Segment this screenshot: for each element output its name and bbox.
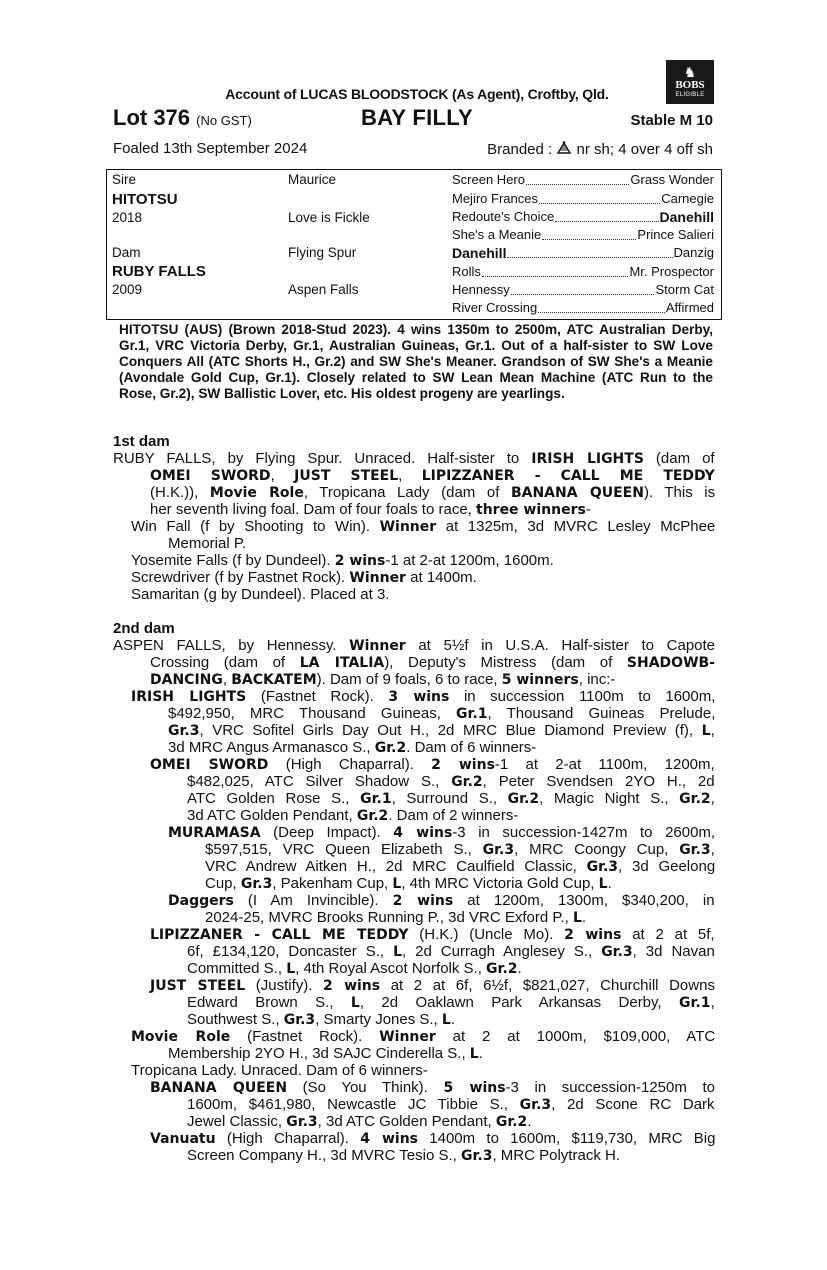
line-text: ASPEN FALLS, by Hennessy. <box>113 637 350 654</box>
bold-text: L <box>441 1012 451 1028</box>
line-text: at 1400m. <box>405 569 477 586</box>
line-text: Southwest S., <box>187 1011 284 1028</box>
catalogue-line <box>187 1096 715 1114</box>
bold-text: L <box>469 1046 479 1062</box>
catalogue-line <box>150 671 615 689</box>
line-text: (H.K.)), <box>150 484 210 501</box>
catalogue-line <box>187 960 522 978</box>
ancestor-sire: Danzig <box>673 245 714 260</box>
bold-text: Movie Role <box>209 485 304 501</box>
line-text: . Dam of 2 winners- <box>388 807 519 824</box>
line-text: at 2 at 5f, <box>621 926 715 943</box>
line-text: at 2 at 6f, 6½f, $821,027, Churchill Downs <box>380 977 715 994</box>
bobs-eligible-logo <box>666 60 714 104</box>
bold-text: LIPIZZANER - CALL ME TEDDY <box>150 927 409 943</box>
bold-text: LIPIZZANER - CALL ME TEDDY <box>421 468 715 484</box>
catalogue-line <box>187 1011 455 1029</box>
dam-year: 2009 <box>112 282 143 297</box>
bold-text: Gr.2 <box>486 961 518 977</box>
line-text: , <box>222 671 232 688</box>
gst-note: (No GST) <box>196 113 252 128</box>
line-text: , Surround S., <box>391 790 508 807</box>
bold-text: BACKATEM <box>231 672 317 688</box>
catalogue-line <box>150 1130 715 1148</box>
line-text: , 3d Navan <box>632 943 715 960</box>
line-text: ). Dam of 9 foals, 6 to race, <box>316 671 502 688</box>
line-text: Jewel Classic, <box>187 1113 287 1130</box>
ancestor-sire: Storm Cat <box>655 282 714 297</box>
line-text: ), Deputy's Mistress (dam of <box>384 654 627 671</box>
line-text: . <box>527 1113 532 1130</box>
catalogue-line <box>205 875 612 893</box>
line-text: (High Chaparral). <box>215 1130 361 1147</box>
catalogue-line <box>187 807 518 825</box>
ancestor-name: Redoute's Choice <box>452 209 555 224</box>
foaled-date: Foaled 13th September 2024 <box>113 140 308 157</box>
logo-text-bottom: ELIGIBLE <box>675 92 705 98</box>
bold-text: LA ITALIA <box>299 655 385 671</box>
line-text: , <box>710 722 715 739</box>
ancestor-name: Screen Hero <box>452 172 525 187</box>
sire-year: 2018 <box>112 210 143 225</box>
catalogue-line <box>150 977 715 995</box>
ancestor-name: Rolls <box>452 264 481 279</box>
bold-text: JUST STEEL <box>150 978 246 994</box>
line-text: her seventh living foal. Dam of four foals to race, <box>150 501 476 518</box>
line-text: , <box>710 790 715 807</box>
line-text: 6f, £134,120, Doncaster S., <box>187 943 394 960</box>
catalogue-line <box>150 467 715 485</box>
first-dam-heading: 1st dam <box>113 433 170 450</box>
bold-text: Winner <box>379 519 437 535</box>
line-text: Cup, <box>205 875 241 892</box>
bold-text: Movie Role <box>131 1029 231 1045</box>
stable-number: Stable M 10 <box>630 112 713 129</box>
brand-mark-icon <box>556 140 572 156</box>
catalogue-line <box>168 1045 483 1063</box>
line-text: . <box>450 1011 455 1028</box>
ancestor-name: Danehill <box>452 245 507 261</box>
bold-text: OMEI SWORD <box>150 757 269 773</box>
line-text: . <box>517 960 522 977</box>
line-text: , 3d ATC Golden Pendant, <box>317 1113 496 1130</box>
catalogue-line <box>150 756 715 774</box>
pedigree-table <box>106 169 722 320</box>
bold-text: 2 wins <box>392 893 454 909</box>
line-text: (Fastnet Rock). <box>230 1028 380 1045</box>
ancestor-row <box>452 191 714 208</box>
catalogue-line <box>113 637 715 655</box>
line-text: at 2 at 1000m, $109,000, ATC <box>435 1028 716 1045</box>
line-text: (I Am Invincible). <box>233 892 393 909</box>
ancestor-row <box>452 300 714 317</box>
ancestor-sire: Prince Salieri <box>637 227 714 242</box>
catalogue-line <box>113 450 715 468</box>
bold-text: Gr.1 <box>360 791 392 807</box>
catalogue-line <box>150 501 591 519</box>
bold-text: 3 wins <box>388 689 450 705</box>
line-text: in succession 1100m to 1600m, <box>449 688 716 705</box>
vendor-account: Account of LUCAS BLOODSTOCK (As Agent), Croftby, Qld. <box>225 86 609 102</box>
catalogue-line <box>168 535 246 552</box>
bold-text: 2 wins <box>323 978 381 994</box>
line-text: Crossing (dam of <box>150 654 300 671</box>
ancestor-row <box>452 282 714 299</box>
line-text: Membership 2YO H., 3d SAJC Cinderella S., <box>168 1045 470 1062</box>
bold-text: 5 wins <box>443 1080 506 1096</box>
line-text: Yosemite Falls (f by Dundeel). <box>131 552 335 569</box>
line-text: Samaritan (g by Dundeel). Placed at 3. <box>131 586 390 603</box>
catalogue-line <box>150 926 715 944</box>
bold-text: Gr.3 <box>240 876 273 892</box>
ancestor-name: Mejiro Frances <box>452 191 538 206</box>
ancestor-row <box>452 227 714 244</box>
line-text: , Peter Svendsen 2YO H., 2d <box>482 773 715 790</box>
second-dam-heading: 2nd dam <box>113 620 175 637</box>
catalogue-line <box>131 586 389 603</box>
line-text: , Smarty Jones S., <box>315 1011 442 1028</box>
line-text: . Dam of 6 winners- <box>406 739 537 756</box>
bold-text: L <box>350 995 360 1011</box>
catalogue-line <box>205 909 586 927</box>
line-text: . <box>607 875 612 892</box>
bold-text: Gr.1 <box>456 706 488 722</box>
ancestor-name: She's a Meanie <box>452 227 542 242</box>
catalogue-line <box>187 773 715 791</box>
line-text: -3 in succession-1427m to 2600m, <box>452 824 716 841</box>
line-text: , 4th Royal Ascot Norfolk S., <box>295 960 487 977</box>
sire-dam: Love is Fickle <box>288 210 370 225</box>
catalogue-line <box>187 1147 620 1165</box>
line-text: (Deep Impact). <box>260 824 394 841</box>
line-text: ATC Golden Rose S., <box>187 790 361 807</box>
bold-text: IRISH LIGHTS <box>531 451 644 467</box>
bold-text: Gr.3 <box>679 842 711 858</box>
dam-dam: Aspen Falls <box>288 282 359 297</box>
ancestor-name: Hennessy <box>452 282 510 297</box>
lot-row <box>113 105 721 135</box>
line-text: , 2d Scone RC Dark <box>551 1096 715 1113</box>
line-text: 3d ATC Golden Pendant, <box>187 807 357 824</box>
bold-text: 2 wins <box>564 927 622 943</box>
dam-label: Dam <box>112 245 141 260</box>
bold-text: DANCING <box>150 672 223 688</box>
bold-text: OMEI SWORD <box>150 468 271 484</box>
bold-text: Gr.2 <box>356 808 389 824</box>
ancestor-row <box>452 245 714 262</box>
catalogue-line <box>150 1079 715 1097</box>
line-text: , Tropicana Lady (dam of <box>303 484 511 501</box>
sire-name: HITOTSU <box>112 191 178 208</box>
line-text: (Fastnet Rock). <box>246 688 389 705</box>
line-text: , 4th MRC Victoria Gold Cup, <box>401 875 599 892</box>
catalogue-line <box>205 858 715 876</box>
bold-text: Winner <box>349 570 406 586</box>
bold-text: 2 wins <box>431 757 495 773</box>
line-text: at 5½f in U.S.A. Half-sister to Capote <box>405 637 716 654</box>
bold-text: Gr.3 <box>283 1012 316 1028</box>
catalogue-line <box>168 705 715 723</box>
line-text: , 3d Geelong <box>618 858 716 875</box>
line-text: , <box>710 994 715 1011</box>
line-text: . <box>581 909 587 926</box>
line-text: at 1325m, 3d MVRC Lesley McPhee <box>436 518 716 535</box>
bold-text: L <box>701 723 711 739</box>
bold-text: Gr.2 <box>451 774 483 790</box>
line-text: , 2d Curragh Anglesey S., <box>401 943 602 960</box>
brand-description: nr sh; 4 over 4 off sh <box>576 141 713 158</box>
bold-text: Winner <box>349 638 406 654</box>
logo-text-top: BOBS <box>675 79 705 91</box>
bold-text: Gr.3 <box>286 1114 318 1130</box>
line-text: , inc:- <box>578 671 616 688</box>
line-text: 1400m to 1600m, $119,730, MRC Big <box>418 1130 716 1147</box>
line-text: 1600m, $461,980, Newcastle JC Tibbie S., <box>187 1096 520 1113</box>
bold-text: BANANA QUEEN <box>510 485 644 501</box>
catalogue-line <box>187 994 715 1012</box>
line-text: , Pakenham Cup, <box>272 875 393 892</box>
bold-text: Vanuatu <box>150 1131 216 1147</box>
brand-info <box>487 140 713 158</box>
bold-text: IRISH LIGHTS <box>131 689 247 705</box>
bold-text: L <box>286 961 296 977</box>
line-text: -1 at 2-at 1100m, 1200m, <box>494 756 715 773</box>
catalogue-line <box>187 790 715 808</box>
line-text: VRC Andrew Aitken H., 2d MRC Caulfield Classic, <box>205 858 587 875</box>
catalogue-line <box>131 518 715 536</box>
catalogue-line <box>205 841 715 859</box>
bold-text: Gr.1 <box>678 995 711 1011</box>
line-text: , MRC Polytrack H. <box>492 1147 620 1164</box>
line-text: 2024-25, MVRC Brooks Running P., 3d VRC Exford P., <box>205 909 573 926</box>
bold-text: three winners <box>476 502 586 518</box>
bold-text: JUST STEEL <box>294 468 399 484</box>
bold-text: Gr.3 <box>586 859 619 875</box>
bold-text: 4 wins <box>360 1131 418 1147</box>
line-text: $597,515, VRC Queen Elizabeth S., <box>205 841 483 858</box>
bold-text: Winner <box>379 1029 436 1045</box>
branded-label: Branded : <box>487 141 553 158</box>
foaled-row <box>113 140 713 157</box>
ancestor-row <box>452 172 714 189</box>
bold-text: 5 winners <box>501 672 579 688</box>
ancestor-name: River Crossing <box>452 300 538 315</box>
bold-text: Gr.3 <box>482 842 515 858</box>
line-text: Edward Brown S., <box>187 994 351 1011</box>
ancestor-row <box>452 209 714 226</box>
line-text: Screwdriver (f by Fastnet Rock). <box>131 569 350 586</box>
bold-text: Gr.2 <box>507 791 540 807</box>
line-text: , <box>710 841 715 858</box>
line-text: (So You Think). <box>287 1079 444 1096</box>
catalogue-line <box>131 1062 428 1079</box>
line-text: (dam of <box>643 450 715 467</box>
bold-text: Gr.3 <box>519 1097 552 1113</box>
line-text: , Thousand Guineas Prelude, <box>487 705 716 722</box>
line-text: , Magic Night S., <box>539 790 680 807</box>
bold-text: 2 wins <box>334 553 386 569</box>
line-text: , VRC Sofitel Girls Day Out H., 2d MRC Blue Diamond Preview (f), <box>199 722 702 739</box>
ancestor-sire: Mr. Prospector <box>629 264 714 279</box>
bold-text: Gr.3 <box>168 723 200 739</box>
bold-text: L <box>393 944 402 960</box>
bold-text: L <box>598 876 608 892</box>
bold-text: Gr.3 <box>461 1148 493 1164</box>
bold-text: SHADOWB- <box>626 655 715 671</box>
catalogue-line <box>131 1028 715 1046</box>
line-text: 3d MRC Angus Armanasco S., <box>168 739 375 756</box>
catalogue-line <box>168 824 715 842</box>
line-text: -3 in succession-1250m to <box>505 1079 715 1096</box>
catalogue-line <box>131 688 715 706</box>
bold-text: Gr.3 <box>601 944 633 960</box>
line-text: , 2d Oaklawn Park Arkansas Derby, <box>359 994 679 1011</box>
line-text: (Justify). <box>245 977 324 994</box>
line-text: at 1200m, 1300m, $340,200, in <box>453 892 715 909</box>
bold-text: 4 wins <box>393 825 453 841</box>
catalogue-line <box>168 739 536 757</box>
dam-sire: Flying Spur <box>288 245 357 260</box>
ancestor-sire: Carnegie <box>661 191 714 206</box>
bold-text: Daggers <box>168 893 234 909</box>
catalogue-line <box>150 654 715 672</box>
bold-text: Gr.2 <box>495 1114 528 1130</box>
line-text: Screen Company H., 3d MVRC Tesio S., <box>187 1147 461 1164</box>
line-text: - <box>585 501 591 518</box>
ancestor-sire: Danehill <box>659 209 714 225</box>
line-text: , MRC Coongy Cup, <box>514 841 680 858</box>
line-text: RUBY FALLS, by Flying Spur. Unraced. Half-sister to <box>113 450 532 467</box>
lot-label: Lot 376 <box>113 105 191 130</box>
line-text: , <box>270 467 295 484</box>
bold-text: MURAMASA <box>168 825 261 841</box>
line-text: -1 at 2-at 1200m, 1600m. <box>385 552 554 569</box>
dam-name: RUBY FALLS <box>112 263 206 280</box>
catalogue-line <box>131 569 477 587</box>
line-text: $492,950, MRC Thousand Guineas, <box>168 705 457 722</box>
bold-text: L <box>392 876 402 892</box>
horse-icon: ♞ <box>683 64 697 80</box>
catalogue-line <box>131 552 554 570</box>
line-text: Memorial P. <box>168 535 247 552</box>
line-text: Committed S., <box>187 960 287 977</box>
ancestor-sire: Affirmed <box>665 300 714 315</box>
line-text: ). This is <box>643 484 716 501</box>
line-text: (High Chaparral). <box>268 756 432 773</box>
catalogue-line <box>150 484 715 502</box>
line-text: Win Fall (f by Shooting to Win). <box>131 518 380 535</box>
catalogue-line <box>187 943 715 961</box>
line-text: Tropicana Lady. Unraced. Dam of 6 winners- <box>131 1062 428 1079</box>
catalogue-line <box>187 1113 531 1131</box>
line-text: . <box>478 1045 483 1062</box>
sire-summary: HITOTSU (AUS) (Brown 2018-Stud 2023). 4 wins 1350m to 2500m, ATC Australian Derby, Gr.1, VRC Victoria Derby, Gr.1, Australian Guineas, Gr.1. Out of a half-sister to SW Love Conquers All (ATC Shorts H., Gr.2) and SW She's Meaner. Grandson of SW She's a Meanie (Avondale Gold Cup, Gr.1). Closely related to SW Lean Mean Machine (ATC Run to the Rose, Gr.2), SW Ballistic Lover, etc. His oldest progeny are yearlings. <box>119 322 713 401</box>
ancestor-sire: Grass Wonder <box>630 172 714 187</box>
ancestor-row <box>452 264 714 281</box>
line-text: , <box>398 467 422 484</box>
catalogue-line <box>168 722 715 740</box>
catalogue-line <box>168 892 715 910</box>
bold-text: L <box>572 910 582 926</box>
sire-label: Sire <box>112 172 137 187</box>
bold-text: Gr.2 <box>679 791 711 807</box>
bold-text: BANANA QUEEN <box>150 1080 288 1096</box>
page-title: BAY FILLY <box>361 105 473 130</box>
sire-sire: Maurice <box>288 172 337 187</box>
bold-text: Gr.2 <box>374 740 407 756</box>
line-text: (H.K.) (Uncle Mo). <box>408 926 565 943</box>
line-text: $482,025, ATC Silver Shadow S., <box>187 773 452 790</box>
